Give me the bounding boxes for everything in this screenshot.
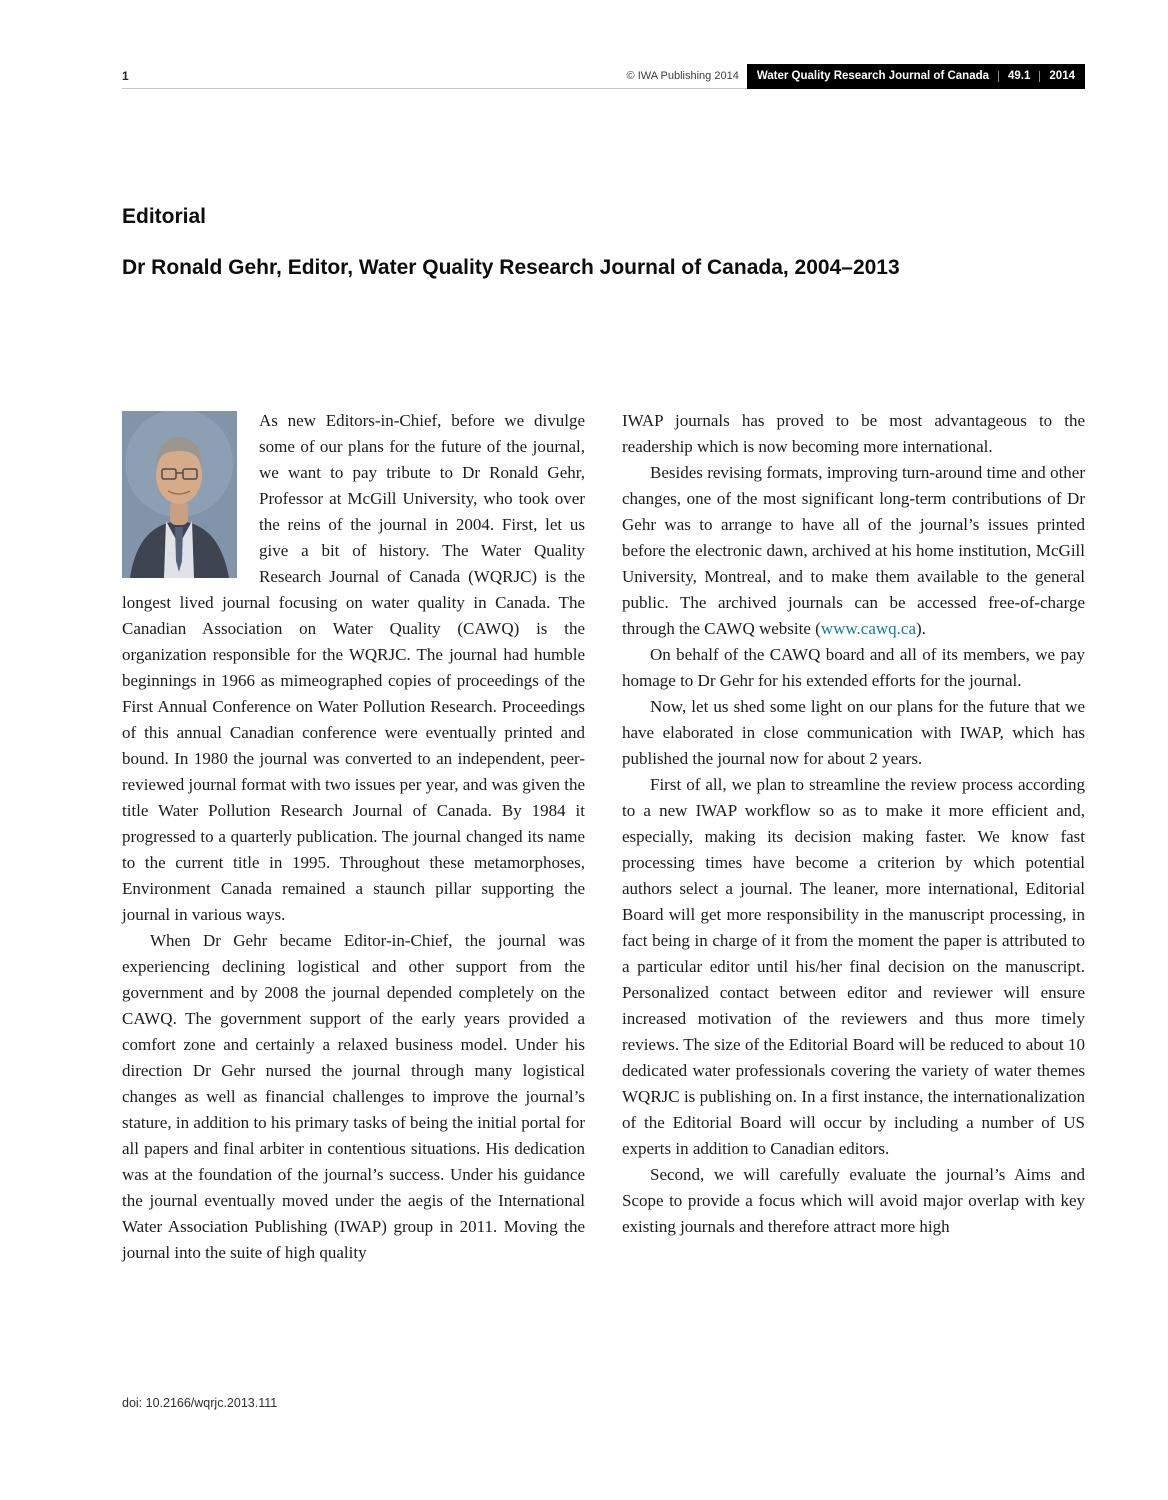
right-column	[622, 408, 1085, 1266]
paragraph-text: ).	[916, 619, 926, 638]
paragraph: IWAP journals has proved to be most advantageous to the readership which is now becoming more international.	[622, 411, 1085, 456]
paragraph: Second, we will carefully evaluate the journal’s Aims and Scope to provide a focus which will avoid major overlap with key existing journals and therefore attract more high	[622, 1165, 1085, 1236]
paragraph	[622, 460, 1085, 642]
page-number: 1	[122, 69, 129, 83]
paragraph: Now, let us shed some light on our plans for the future that we have elaborated in close communication with IWAP, which has published the journal now for about 2 years.	[622, 697, 1085, 768]
page-header	[122, 64, 1085, 89]
portrait-photo	[122, 411, 237, 578]
banner-year: 2014	[1049, 70, 1075, 82]
doi-line: doi: 10.2166/wqrjc.2013.111	[122, 1396, 278, 1410]
banner-separator	[998, 71, 999, 82]
section-heading: Editorial	[122, 205, 207, 228]
portrait-image	[122, 411, 237, 578]
article-body	[122, 408, 1085, 1266]
paragraph-text: Besides revising formats, improving turn-around time and other changes, one of the most significant long-term contributions of Dr Gehr was to arrange to have all of the journal’s issues printed before the electronic dawn, archived at his home institution, McGill University, Montreal, and to make them available to the general public. The archived journals can be accessed free-of-charge through the CAWQ website (	[622, 463, 1085, 638]
paragraph: When Dr Gehr became Editor-in-Chief, the journal was experiencing declining logistical and other support from the government and by 2008 the journal depended completely on the CAWQ. The government support of the early years provided a comfort zone and certainly a relaxed business model. Under his direction Dr Gehr nursed the journal through many logistical changes as well as financial challenges to improve the journal’s stature, in addition to his primary tasks of being the initial portal for all papers and final arbiter in contentious situations. His dedication was at the foundation of the journal’s success. Under his guidance the journal eventually moved under the aegis of the International Water Association Publishing (IWAP) group in 2011. Moving the journal into the suite of high quality	[122, 931, 585, 1262]
banner-separator	[1039, 71, 1040, 82]
paragraph: As new Editors-in-Chief, before we divulge some of our plans for the future of the journal, we want to pay tribute to Dr Ronald Gehr, Professor at McGill University, who took over the reins of the journal in 2004. First, let us give a bit of history. The Water Quality Research Journal of Canada (WQRJC) is the longest lived journal focusing on water quality in Canada. The Canadian Association on Water Quality (CAWQ) is the organization responsible for the WQRJC. The journal had humble beginnings in 1966 as mimeographed copies of proceedings of the First Annual Conference on Water Pollution Research. Proceedings of this annual Canadian conference were eventually printed and bound. In 1980 the journal was converted to an independent, peer-reviewed journal format with two issues per year, and was given the title Water Pollution Research Journal of Canada. By 1984 it progressed to a quarterly publication. The journal changed its name to the current title in 1995. Throughout these metamorphoses, Environment Canada remained a staunch pillar supporting the journal in various ways.	[122, 411, 585, 924]
banner-issue-number: 49.1	[1008, 70, 1031, 82]
journal-banner	[747, 64, 1085, 89]
cawq-website-link[interactable]: www.cawq.ca	[820, 619, 917, 638]
banner-journal-name: Water Quality Research Journal of Canada	[756, 70, 990, 82]
left-column	[122, 408, 585, 1266]
paragraph: On behalf of the CAWQ board and all of its members, we pay homage to Dr Gehr for his extended efforts for the journal.	[622, 645, 1085, 690]
copyright-notice: © IWA Publishing 2014	[626, 70, 739, 82]
paragraph: First of all, we plan to streamline the review process according to a new IWAP workflow so as to make it more efficient and, especially, making its decision making faster. We know fast processing times have become a criterion by which potential authors select a journal. The leaner, more international, Editorial Board will get more responsibility in the manuscript processing, in fact being in charge of it from the moment the paper is attributed to a particular editor until his/her final decision on the manuscript. Personalized contact between editor and reviewer will ensure increased motivation of the reviewers and thus more timely reviews. The size of the Editorial Board will be reduced to about 10 dedicated water professionals covering the variety of water themes WQRJC is publishing on. In a first instance, the internationalization of the Editorial Board will occur by including a number of US experts in addition to Canadian editors.	[622, 775, 1085, 1158]
article-title: Dr Ronald Gehr, Editor, Water Quality Research Journal of Canada, 2004–2013	[122, 256, 900, 279]
